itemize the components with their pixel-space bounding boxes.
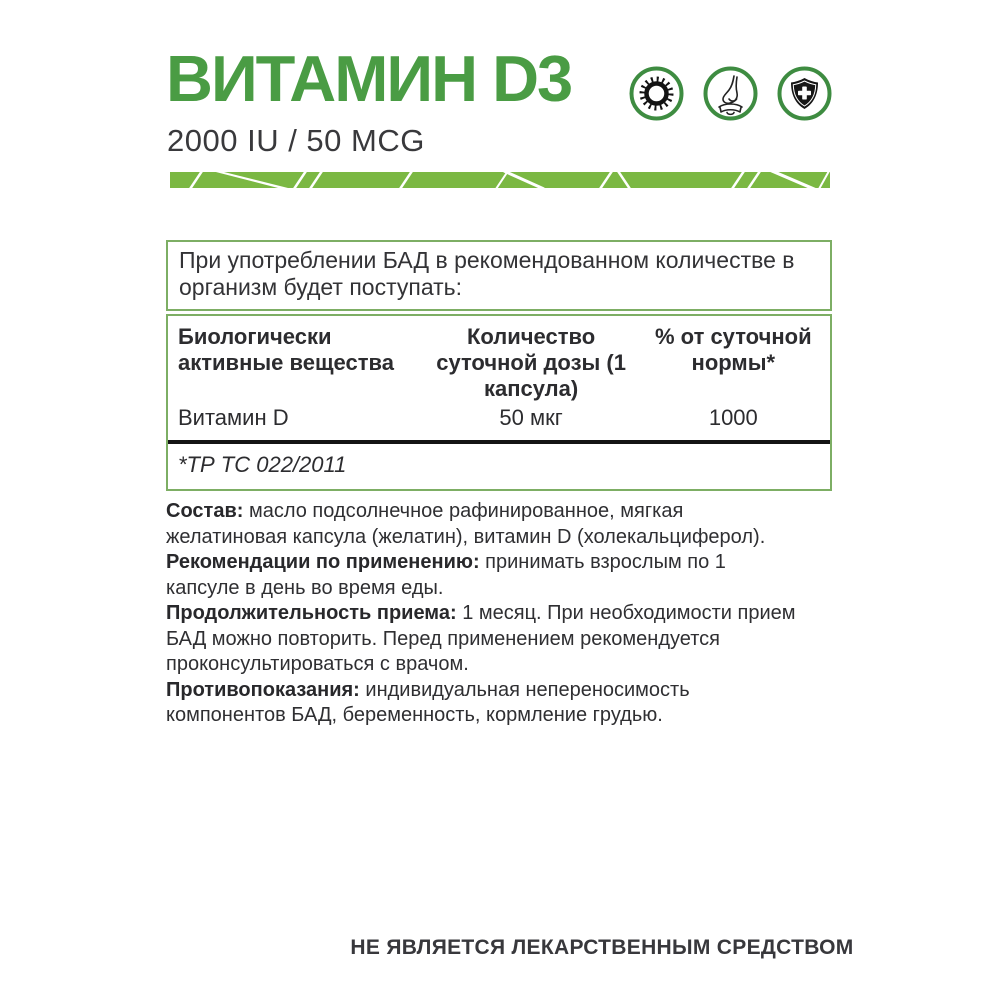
column-header-substance: Биологически активные вещества [178, 324, 394, 375]
joint-icon [703, 66, 758, 121]
paragraph-label: Противопоказания: [166, 678, 360, 701]
column-header-percent: % от суточной нормы* [655, 324, 812, 375]
paragraph-text: 1 месяц. При необходимости прием БАД можно повторить. Перед применением рекомендуется проконсультироваться с врачом. [166, 602, 796, 675]
shield-cross-icon [777, 66, 832, 121]
paragraph-text: индивидуальная непереносимость компонентов БАД, беременность, кормление грудью. [166, 678, 690, 726]
paragraph-duration [166, 601, 802, 678]
paragraph-text: принимать взрослым по 1 капсуле в день во время еды. [166, 551, 726, 599]
cell-percent: 1000 [708, 405, 758, 430]
paragraph-label: Продолжительность приема: [166, 602, 457, 624]
benefit-icons [629, 66, 832, 121]
column-header-dose: Количество суточной дозы (1 капсула) [436, 324, 626, 401]
paragraph-label: Состав: [166, 500, 244, 522]
product-title: ВИТАМИН D3 [166, 42, 572, 115]
table-row [168, 402, 830, 440]
paragraph-text: масло подсолнечное рафинированное, мягкая желатиновая капсула (желатин), витамин D (холекальциферол). [166, 500, 766, 548]
table-main-box [166, 314, 832, 491]
paragraph-contraindications [166, 678, 802, 729]
disclaimer-text: НЕ ЯВЛЯЕТСЯ ЛЕКАРСТВЕННЫМ СРЕДСТВОМ [350, 936, 854, 959]
table-intro-text: При употреблении БАД в рекомендованном количестве в организм будет поступать: [166, 240, 832, 311]
paragraph-recommendations [166, 550, 802, 601]
cell-substance: Витамин D [178, 405, 289, 430]
table-header-row [168, 316, 830, 402]
product-description [166, 499, 802, 729]
paragraph-label: Рекомендации по применению: [166, 551, 480, 573]
green-divider-bar [170, 172, 830, 188]
paragraph-composition [166, 499, 802, 550]
sun-icon [629, 66, 684, 121]
cell-dose: 50 мкг [499, 405, 563, 430]
nutrition-table [166, 240, 832, 491]
dosage-subtitle: 2000 IU / 50 MCG [167, 123, 425, 158]
table-footnote: *ТР ТС 022/2011 [168, 440, 830, 489]
